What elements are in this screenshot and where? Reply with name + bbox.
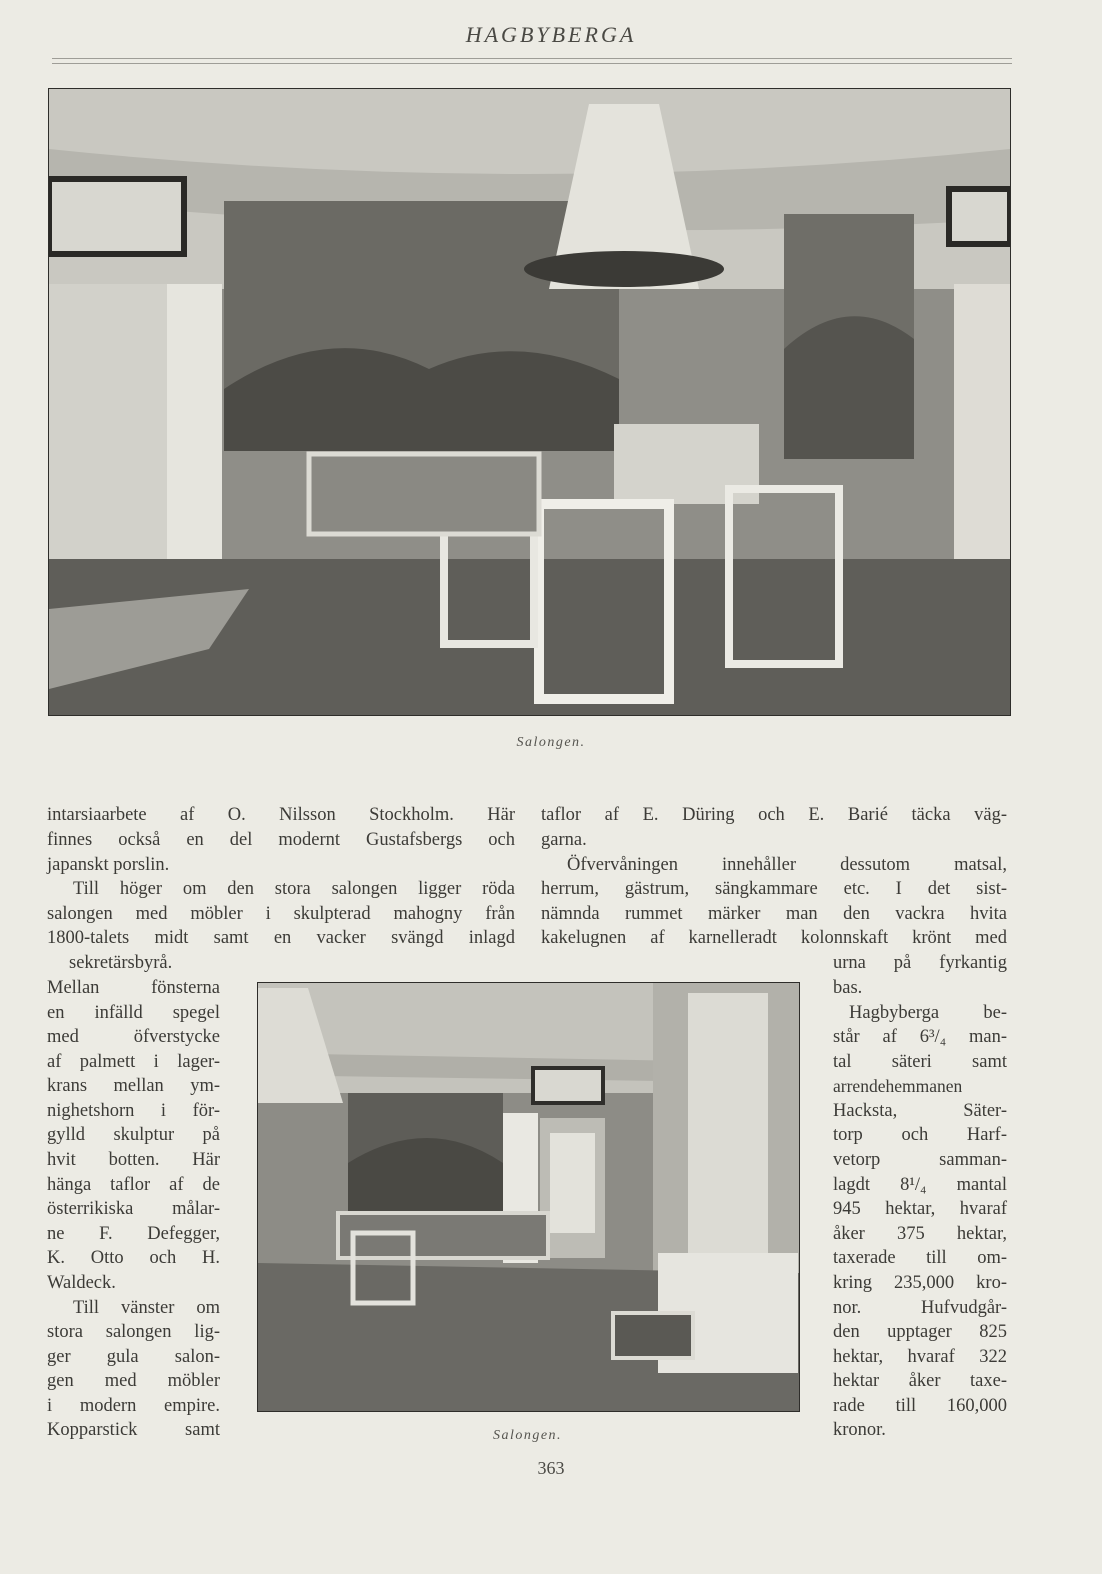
- salon-photograph-large: [48, 88, 1011, 716]
- text-line: Waldeck.: [47, 1273, 116, 1293]
- text-line: nor. Hufvudgår-: [833, 1298, 1007, 1318]
- text-line: japanskt porslin.: [47, 855, 170, 875]
- text-line: finnes också en del modernt Gustafsbergs och: [47, 830, 515, 850]
- text-line: en infälld spegel: [47, 1003, 220, 1023]
- text-line: 945 hektar, hvaraf: [833, 1199, 1007, 1219]
- text-line: intarsiaarbete af O. Nilsson Stockholm. Här: [47, 805, 515, 825]
- text-line: gen med möbler: [47, 1371, 220, 1391]
- running-title: HAGBYBERGA: [465, 22, 637, 47]
- text-line: arrendehemmanen: [833, 1076, 963, 1096]
- text-line: urna på fyrkantig: [833, 953, 1007, 973]
- text-line: nighetshorn i för-: [47, 1101, 220, 1121]
- header-rule-lower: [52, 63, 1012, 64]
- text-line: salongen med möbler i skulpterad mahogny från: [47, 904, 515, 924]
- text-line: hektar, hvaraf 322: [833, 1347, 1007, 1367]
- text-line: kronor.: [833, 1420, 886, 1440]
- text-line: sekretärsbyrå.: [69, 953, 173, 973]
- text-line: står af 6³/₄ man-: [833, 1027, 1007, 1047]
- text-line: torp och Harf-: [833, 1125, 1007, 1145]
- text-line: Hacksta, Säter-: [833, 1101, 1007, 1121]
- text-line: vetorp samman-: [833, 1150, 1007, 1170]
- text-line: herrum, gästrum, sängkammare etc. I det sist-: [541, 879, 1007, 899]
- text-line: den upptager 825: [833, 1322, 1007, 1342]
- text-line: Till vänster om: [73, 1298, 220, 1318]
- figure-caption: Salongen.: [492, 1428, 563, 1443]
- text-line: Hagbyberga be-: [849, 1003, 1007, 1023]
- text-line: gylld skulptur på: [47, 1125, 220, 1145]
- text-line: lagdt 8¹/₄ mantal: [833, 1175, 1007, 1195]
- text-line: ger gula salon-: [47, 1347, 220, 1367]
- text-line: ne F. Defegger,: [47, 1224, 220, 1244]
- text-line: tal säteri samt: [833, 1052, 1007, 1072]
- text-line: åker 375 hektar,: [833, 1224, 1007, 1244]
- text-line: rade till 160,000: [833, 1396, 1007, 1416]
- text-line: garna.: [541, 830, 587, 850]
- text-line: kakelugnen af karnelleradt kolonnskaft krönt med: [541, 928, 1007, 948]
- text-line: 1800-talets midt samt en vacker svängd inlagd: [47, 928, 515, 948]
- text-line: bas.: [833, 978, 863, 998]
- text-line: krans mellan ym-: [47, 1076, 220, 1096]
- text-line: nämnda rummet märker man den vackra hvita: [541, 904, 1007, 924]
- text-line: af palmett i lager-: [47, 1052, 220, 1072]
- text-line: kring 235,000 kro-: [833, 1273, 1007, 1293]
- text-line: med öfverstycke: [47, 1027, 220, 1047]
- salon-photograph-small: [257, 982, 800, 1412]
- text-line: hektar åker taxe-: [833, 1371, 1007, 1391]
- text-line: hvit botten. Här: [47, 1150, 220, 1170]
- text-line: K. Otto och H.: [47, 1248, 220, 1268]
- text-line: österrikiska målar-: [47, 1199, 220, 1219]
- text-line: taflor af E. Düring och E. Barié täcka väg-: [541, 805, 1007, 825]
- text-line: stora salongen lig-: [47, 1322, 220, 1342]
- text-line: Till höger om den stora salongen ligger röda: [73, 879, 515, 899]
- text-line: Kopparstick samt: [47, 1420, 220, 1440]
- text-line: hänga taflor af de: [47, 1175, 220, 1195]
- figure-caption: Salongen.: [516, 735, 586, 750]
- text-line: taxerade till om-: [833, 1248, 1007, 1268]
- text-line: i modern empire.: [47, 1396, 220, 1416]
- text-line: Öfvervåningen innehåller dessutom matsal,: [567, 855, 1007, 875]
- header-rule: [52, 58, 1012, 59]
- text-line: Mellan fönsterna: [47, 978, 220, 998]
- page-number: 363: [537, 1458, 565, 1478]
